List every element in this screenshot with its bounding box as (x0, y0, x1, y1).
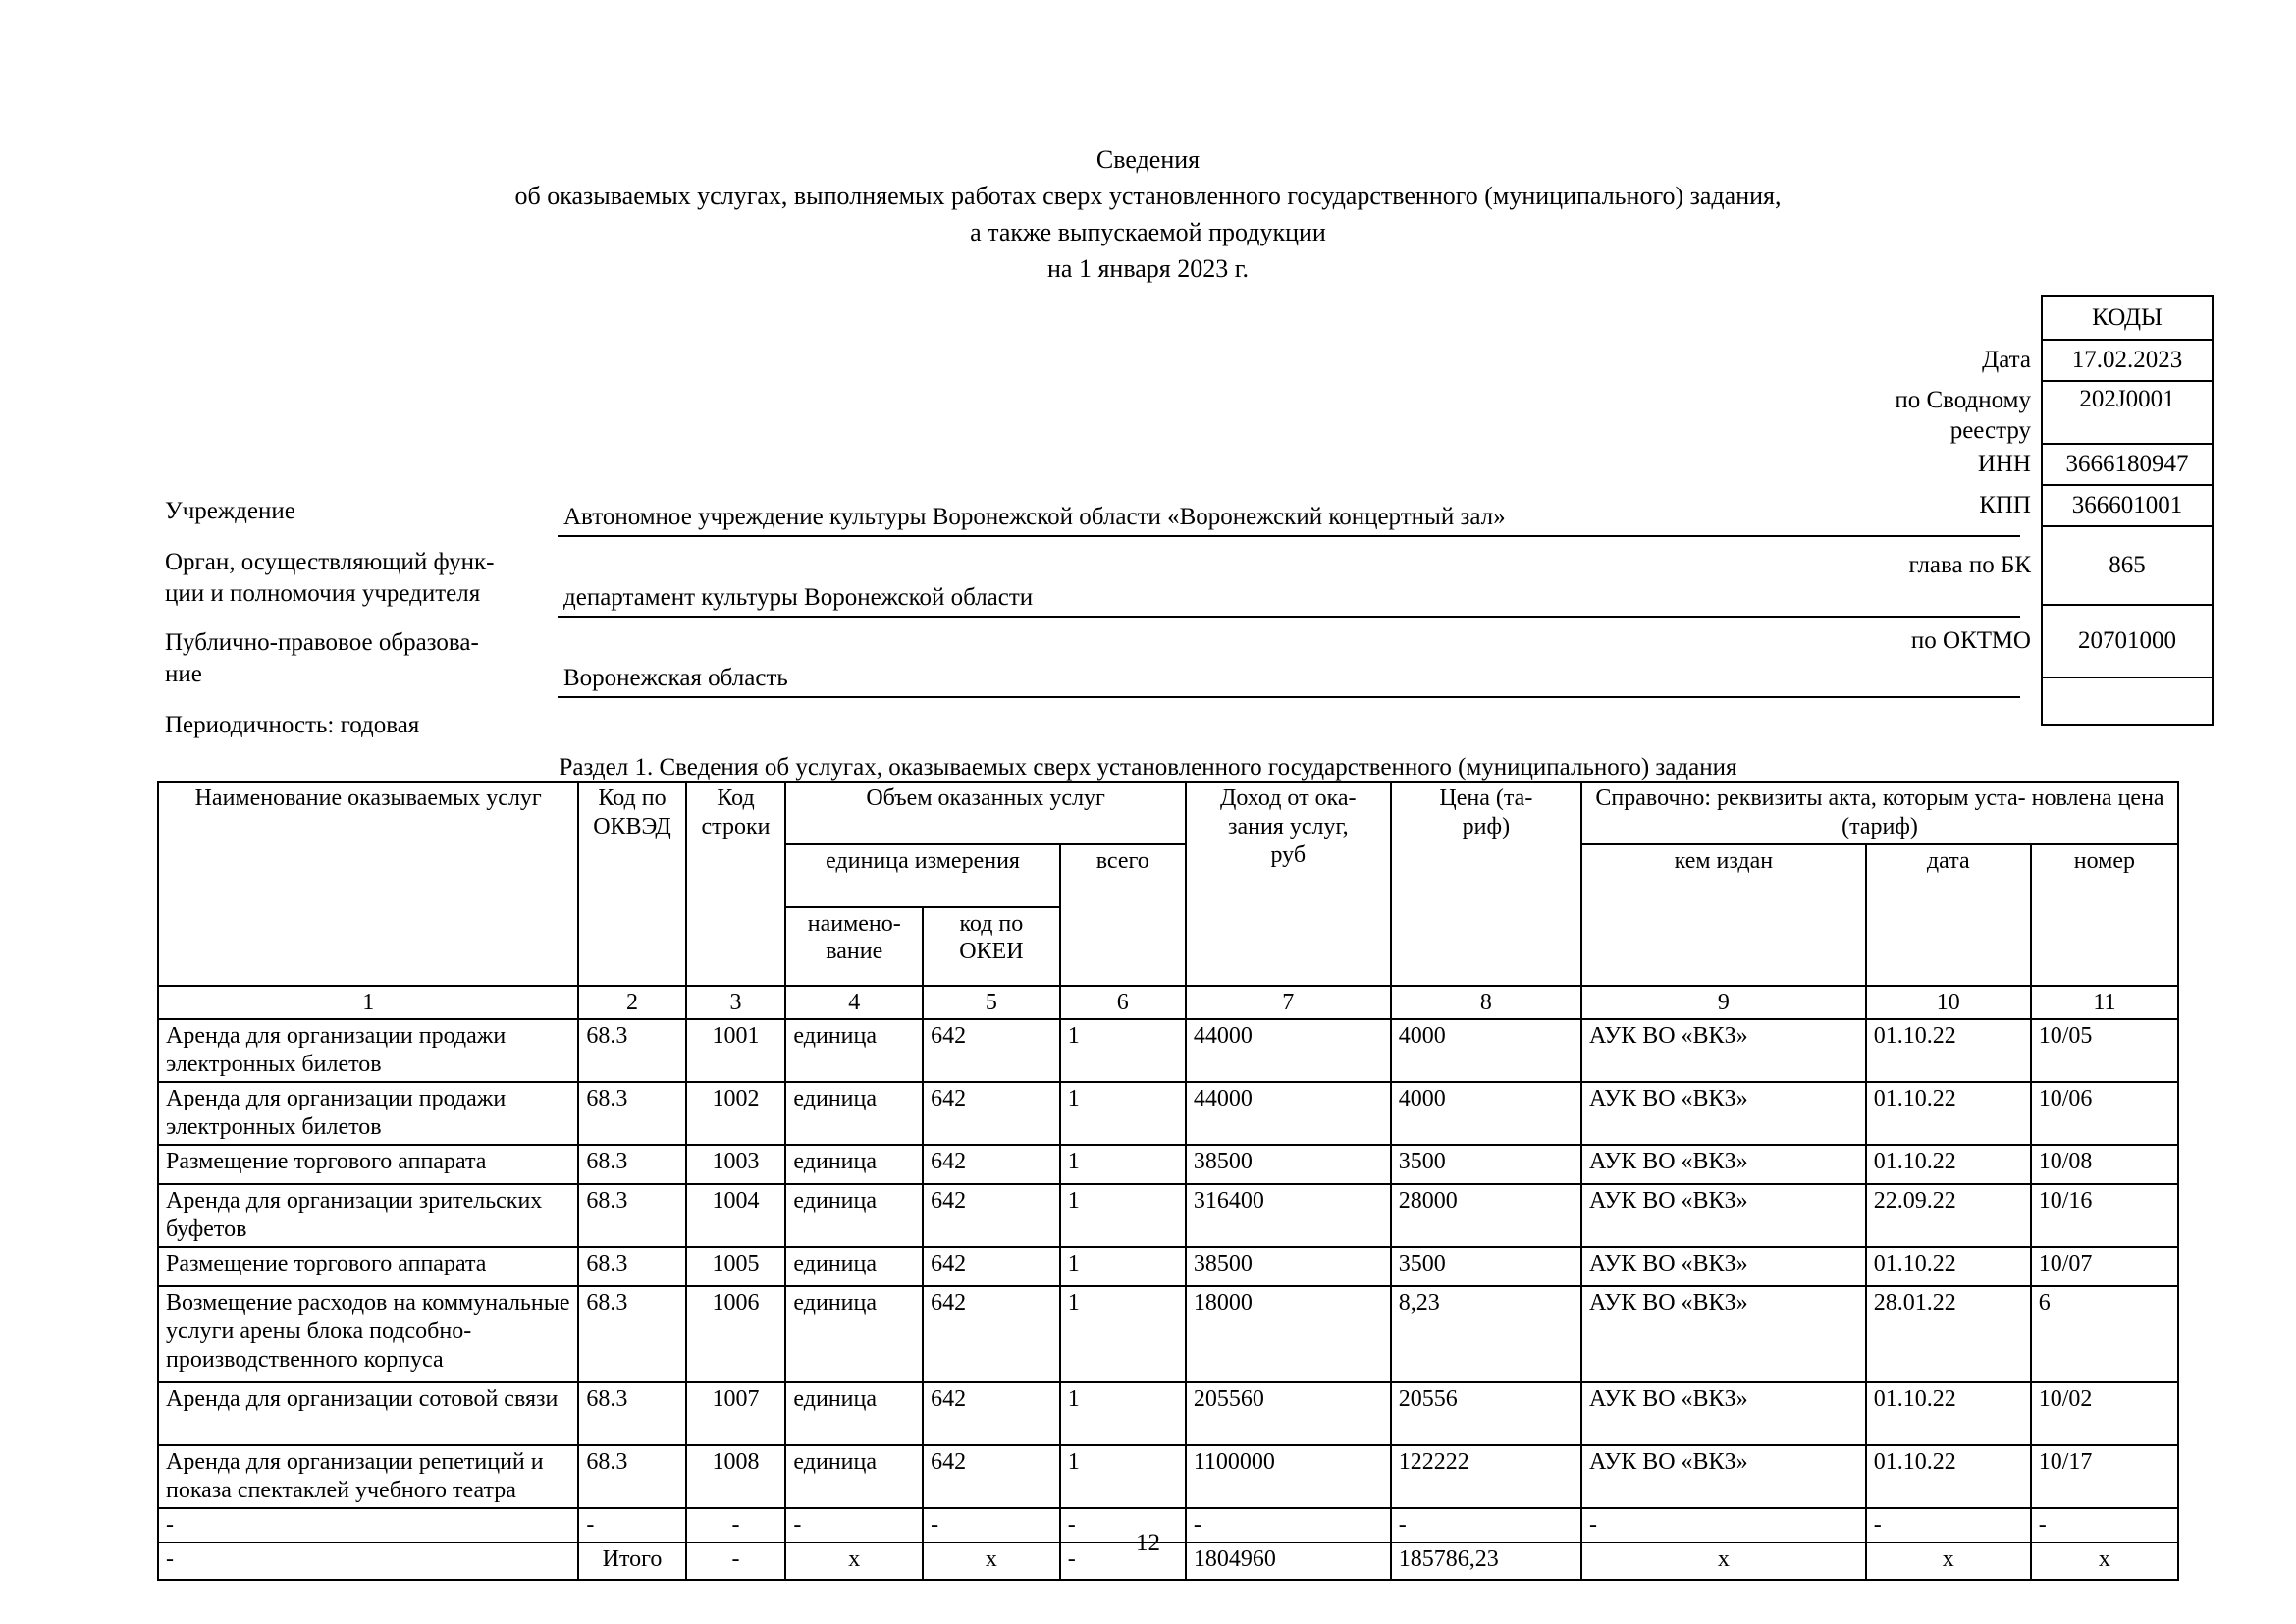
cell-number: 10/16 (2031, 1184, 2178, 1247)
cell-okei: 642 (923, 1286, 1060, 1382)
cell-okei: 642 (923, 1019, 1060, 1082)
cell-date: 01.10.22 (1866, 1445, 2031, 1508)
header-income-line2: зания услуг, (1227, 813, 1349, 839)
cell-row_code: 1004 (686, 1184, 786, 1247)
cell-total: 1 (1060, 1445, 1186, 1508)
column-number-11: 11 (2031, 986, 2178, 1020)
cell-okved: 68.3 (578, 1445, 685, 1508)
cell-price: 3500 (1391, 1145, 1581, 1184)
column-number-2: 2 (578, 986, 685, 1020)
form-value-wrap-institution (558, 496, 2020, 537)
document-title (0, 142, 2296, 288)
cell-number: 10/06 (2031, 1082, 2178, 1145)
header-price-line2: риф) (1462, 813, 1511, 839)
cell-name: Размещение торгового аппарата (158, 1145, 578, 1184)
total-cell-number: х (2031, 1543, 2178, 1580)
form-label-founder-body-line2: ции и полномочия учредителя (165, 579, 481, 607)
header-price (1391, 782, 1581, 986)
codes-label-consolidated-registry-line1: по Сводному (1895, 387, 2031, 413)
header-okei-code-line2: ОКЕИ (959, 939, 1024, 965)
cell-issued_by: АУК ВО «ВКЗ» (1581, 1145, 1866, 1184)
cell-income: 44000 (1186, 1019, 1391, 1082)
title-line-4: на 1 января 2023 г. (1047, 253, 1249, 283)
header-reference-line1: Справочно: реквизиты акта, которым уста- (1595, 785, 2026, 811)
cell-unit_name: единица (785, 1019, 923, 1082)
form-row-founder-body (165, 547, 2030, 618)
section-title: Раздел 1. Сведения об услугах, оказываемых сверх установленного государственного (муниципального) задания (559, 754, 1737, 781)
cell-row_code: 1007 (686, 1382, 786, 1445)
header-row-code-line2: строки (701, 813, 771, 839)
cell-row_code: - (686, 1508, 786, 1543)
cell-date: 01.10.22 (1866, 1145, 2031, 1184)
cell-number: - (2031, 1508, 2178, 1543)
cell-issued_by: АУК ВО «ВКЗ» (1581, 1445, 1866, 1508)
cell-date: 01.10.22 (1866, 1247, 2031, 1286)
cell-price: 122222 (1391, 1445, 1581, 1508)
form-value-founder-body: департамент культуры Воронежской области (563, 584, 1034, 611)
cell-name: Размещение торгового аппарата (158, 1247, 578, 1286)
cell-number: 6 (2031, 1286, 2178, 1382)
total-cell-okei: х (923, 1543, 1060, 1580)
cell-number: 10/05 (2031, 1019, 2178, 1082)
column-number-6: 6 (1060, 986, 1186, 1020)
table-row (158, 1247, 2178, 1286)
cell-date: 01.10.22 (1866, 1082, 2031, 1145)
form-row-periodicity (165, 710, 2030, 749)
table-column-numbers-row (158, 986, 2178, 1020)
cell-issued_by: АУК ВО «ВКЗ» (1581, 1247, 1866, 1286)
form-label-institution: Учреждение (165, 498, 295, 524)
header-unit-name (785, 907, 923, 986)
header-unit-name-line2: вание (826, 939, 883, 965)
column-number-8: 8 (1391, 986, 1581, 1020)
total-cell-price: 185786,23 (1391, 1543, 1581, 1580)
header-row-code-line1: Код (717, 785, 755, 811)
codes-header-row (2043, 297, 2212, 341)
cell-name: Аренда для организации сотовой связи (158, 1382, 578, 1445)
services-table (157, 781, 2179, 1581)
form-value-wrap-founder-body (558, 547, 2020, 618)
form-value-institution: Автономное учреждение культуры Воронежской области «Воронежский концертный зал» (563, 504, 1506, 530)
cell-row_code: 1002 (686, 1082, 786, 1145)
cell-income: 18000 (1186, 1286, 1391, 1382)
cell-okved: 68.3 (578, 1184, 685, 1247)
cell-okved: 68.3 (578, 1145, 685, 1184)
cell-date: 22.09.22 (1866, 1184, 2031, 1247)
cell-date: 28.01.22 (1866, 1286, 2031, 1382)
codes-label-inn: ИНН (1977, 450, 2031, 477)
codes-value-inn: 3666180947 (2065, 451, 2189, 477)
cell-name: Аренда для организации продажи электронных билетов (158, 1082, 578, 1145)
cell-price: 4000 (1391, 1019, 1581, 1082)
cell-income: 38500 (1186, 1145, 1391, 1184)
cell-name: Возмещение расходов на коммунальные услуги арены блока подсобно-производственного корпуса (158, 1286, 578, 1382)
cell-unit_name: - (785, 1508, 923, 1543)
cell-row_code: 1001 (686, 1019, 786, 1082)
cell-price: 3500 (1391, 1247, 1581, 1286)
header-unit-name-line1: наимено- (807, 910, 901, 937)
codes-value-chapter-bk: 865 (2109, 552, 2146, 578)
table-row (158, 1019, 2178, 1082)
codes-label-chapter-bk: глава по БК (1908, 551, 2031, 578)
cell-income: 205560 (1186, 1382, 1391, 1445)
codes-label-date: Дата (1982, 346, 2031, 373)
cell-row_code: 1005 (686, 1247, 786, 1286)
cell-unit_name: единица (785, 1184, 923, 1247)
cell-price: 8,23 (1391, 1286, 1581, 1382)
cell-okved: - (578, 1508, 685, 1543)
total-cell-unit_name: х (785, 1543, 923, 1580)
header-service-name: Наименование оказываемых услуг (158, 782, 578, 986)
total-cell-issued_by: х (1581, 1543, 1866, 1580)
header-okved-code (578, 782, 685, 986)
column-number-5: 5 (923, 986, 1060, 1020)
codes-value-oktmo: 20701000 (2078, 627, 2176, 654)
table-head (158, 782, 2178, 1019)
header-reference-line2: новлена цена (тариф) (1842, 785, 2164, 839)
title-line-1: Сведения (1095, 145, 1201, 174)
cell-okei: 642 (923, 1445, 1060, 1508)
cell-date: - (1866, 1508, 2031, 1543)
cell-total: 1 (1060, 1286, 1186, 1382)
cell-date: 01.10.22 (1866, 1382, 2031, 1445)
header-okved-code-line1: Код по (598, 785, 667, 811)
codes-label-consolidated-registry (1895, 386, 2043, 446)
header-okei-code-line1: код по (959, 910, 1024, 937)
column-number-7: 7 (1186, 986, 1391, 1020)
cell-unit_name: единица (785, 1382, 923, 1445)
codes-value-consolidated-registry: 202J0001 (2079, 386, 2175, 412)
cell-name: Аренда для организации зрительских буфетов (158, 1184, 578, 1247)
cell-issued_by: АУК ВО «ВКЗ» (1581, 1286, 1866, 1382)
cell-price: 4000 (1391, 1082, 1581, 1145)
total-cell-row_code: - (686, 1543, 786, 1580)
cell-okved: 68.3 (578, 1247, 685, 1286)
form-label-public-entity-line2: ние (165, 660, 202, 687)
cell-row_code: 1003 (686, 1145, 786, 1184)
header-income-line1: Доход от ока- (1220, 785, 1357, 811)
total-cell-income: 1804960 (1186, 1543, 1391, 1580)
cell-issued_by: АУК ВО «ВКЗ» (1581, 1082, 1866, 1145)
cell-income: - (1186, 1508, 1391, 1543)
table-row (158, 1145, 2178, 1184)
codes-value-kpp: 366601001 (2071, 492, 2183, 518)
cell-okved: 68.3 (578, 1082, 685, 1145)
cell-price: 20556 (1391, 1382, 1581, 1445)
cell-income: 38500 (1186, 1247, 1391, 1286)
codes-label-oktmo: по ОКТМО (1910, 626, 2031, 654)
cell-price: 28000 (1391, 1184, 1581, 1247)
table-body (158, 1019, 2178, 1580)
codes-header-label: КОДЫ (2092, 303, 2163, 331)
page-number: 12 (1136, 1530, 1160, 1556)
cell-unit_name: единица (785, 1082, 923, 1145)
column-number-3: 3 (686, 986, 786, 1020)
table-row (158, 1286, 2178, 1382)
header-total: всего (1060, 844, 1186, 986)
header-okei-code (923, 907, 1060, 986)
cell-number: 10/07 (2031, 1247, 2178, 1286)
cell-okei: 642 (923, 1145, 1060, 1184)
codes-row-consolidated-registry (1895, 382, 2212, 445)
total-cell-label: Итого (578, 1543, 685, 1580)
header-price-line1: Цена (та- (1439, 785, 1533, 811)
header-number: номер (2031, 844, 2178, 986)
cell-total: 1 (1060, 1247, 1186, 1286)
cell-issued_by: - (1581, 1508, 1866, 1543)
cell-price: - (1391, 1508, 1581, 1543)
cell-number: 10/02 (2031, 1382, 2178, 1445)
header-reference (1581, 782, 2178, 844)
cell-unit_name: единица (785, 1286, 923, 1382)
table-header-row-1 (158, 782, 2178, 844)
form-label-public-entity-line1: Публично-правовое образова- (165, 629, 479, 656)
form-row-institution (165, 496, 2030, 537)
codes-box (1895, 295, 2214, 726)
total-cell-date: х (1866, 1543, 2031, 1580)
header-income (1186, 782, 1391, 986)
form-label-periodicity: Периодичность: годовая (165, 712, 420, 738)
cell-unit_name: единица (785, 1247, 923, 1286)
form-label-founder-body (165, 547, 548, 609)
cell-total: - (1060, 1508, 1186, 1543)
cell-okei: 642 (923, 1382, 1060, 1445)
cell-date: 01.10.22 (1866, 1019, 2031, 1082)
codes-row-oktmo (1910, 606, 2212, 678)
codes-row-date (1982, 341, 2212, 382)
cell-name: Аренда для организации репетиций и показа спектаклей учебного театра (158, 1445, 578, 1508)
cell-unit_name: единица (785, 1145, 923, 1184)
cell-total: 1 (1060, 1184, 1186, 1247)
header-volume: Объем оказанных услуг (785, 782, 1185, 844)
cell-okei: 642 (923, 1082, 1060, 1145)
column-number-4: 4 (785, 986, 923, 1020)
form-label-founder-body-line1: Орган, осуществляющий функ- (165, 549, 495, 575)
cell-okei: - (923, 1508, 1060, 1543)
title-line-2: об оказываемых услугах, выполняемых работах сверх установленного государственного (муниципального) задания, (514, 181, 1782, 210)
cell-issued_by: АУК ВО «ВКЗ» (1581, 1184, 1866, 1247)
codes-label-kpp: КПП (1979, 491, 2031, 518)
header-okved-code-line2: ОКВЭД (593, 813, 671, 839)
header-issued-by: кем издан (1581, 844, 1866, 986)
cell-issued_by: АУК ВО «ВКЗ» (1581, 1382, 1866, 1445)
cell-total: 1 (1060, 1145, 1186, 1184)
title-line-3: а также выпускаемой продукции (970, 217, 1326, 246)
cell-okei: 642 (923, 1247, 1060, 1286)
cell-issued_by: АУК ВО «ВКЗ» (1581, 1019, 1866, 1082)
table-row (158, 1382, 2178, 1445)
cell-number: 10/08 (2031, 1145, 2178, 1184)
form-row-public-entity (165, 627, 2030, 698)
header-income-line3: руб (1270, 841, 1307, 868)
cell-unit_name: единица (785, 1445, 923, 1508)
form-value-wrap-public-entity (558, 627, 2020, 698)
table-row (158, 1445, 2178, 1508)
table-row (158, 1082, 2178, 1145)
cell-row_code: 1008 (686, 1445, 786, 1508)
table-row (158, 1184, 2178, 1247)
codes-label-consolidated-registry-line2: реестру (1949, 416, 2031, 444)
cell-income: 44000 (1186, 1082, 1391, 1145)
cell-name: Аренда для организации продажи электронных билетов (158, 1019, 578, 1082)
column-number-1: 1 (158, 986, 578, 1020)
column-number-10: 10 (1866, 986, 2031, 1020)
cell-name: - (158, 1508, 578, 1543)
form-value-public-entity: Воронежская область (563, 665, 788, 691)
total-cell-total: - (1060, 1543, 1186, 1580)
total-cell-name: - (158, 1543, 578, 1580)
cell-income: 316400 (1186, 1184, 1391, 1247)
cell-income: 1100000 (1186, 1445, 1391, 1508)
codes-value-date: 17.02.2023 (2071, 347, 2183, 373)
cell-row_code: 1006 (686, 1286, 786, 1382)
cell-total: 1 (1060, 1082, 1186, 1145)
cell-okved: 68.3 (578, 1382, 685, 1445)
header-row-code (686, 782, 786, 986)
cell-number: 10/17 (2031, 1445, 2178, 1508)
cell-okved: 68.3 (578, 1019, 685, 1082)
codes-row-inn (1977, 445, 2212, 486)
codes-row-empty (2043, 678, 2212, 726)
cell-okved: 68.3 (578, 1286, 685, 1382)
cell-total: 1 (1060, 1382, 1186, 1445)
cell-total: 1 (1060, 1019, 1186, 1082)
codes-row-chapter-bk (1908, 527, 2212, 606)
header-unit-of-measure: единица измерения (785, 844, 1059, 907)
codes-row-kpp (1979, 486, 2212, 527)
header-date: дата (1866, 844, 2031, 986)
form-label-public-entity (165, 627, 548, 689)
cell-okei: 642 (923, 1184, 1060, 1247)
column-number-9: 9 (1581, 986, 1866, 1020)
